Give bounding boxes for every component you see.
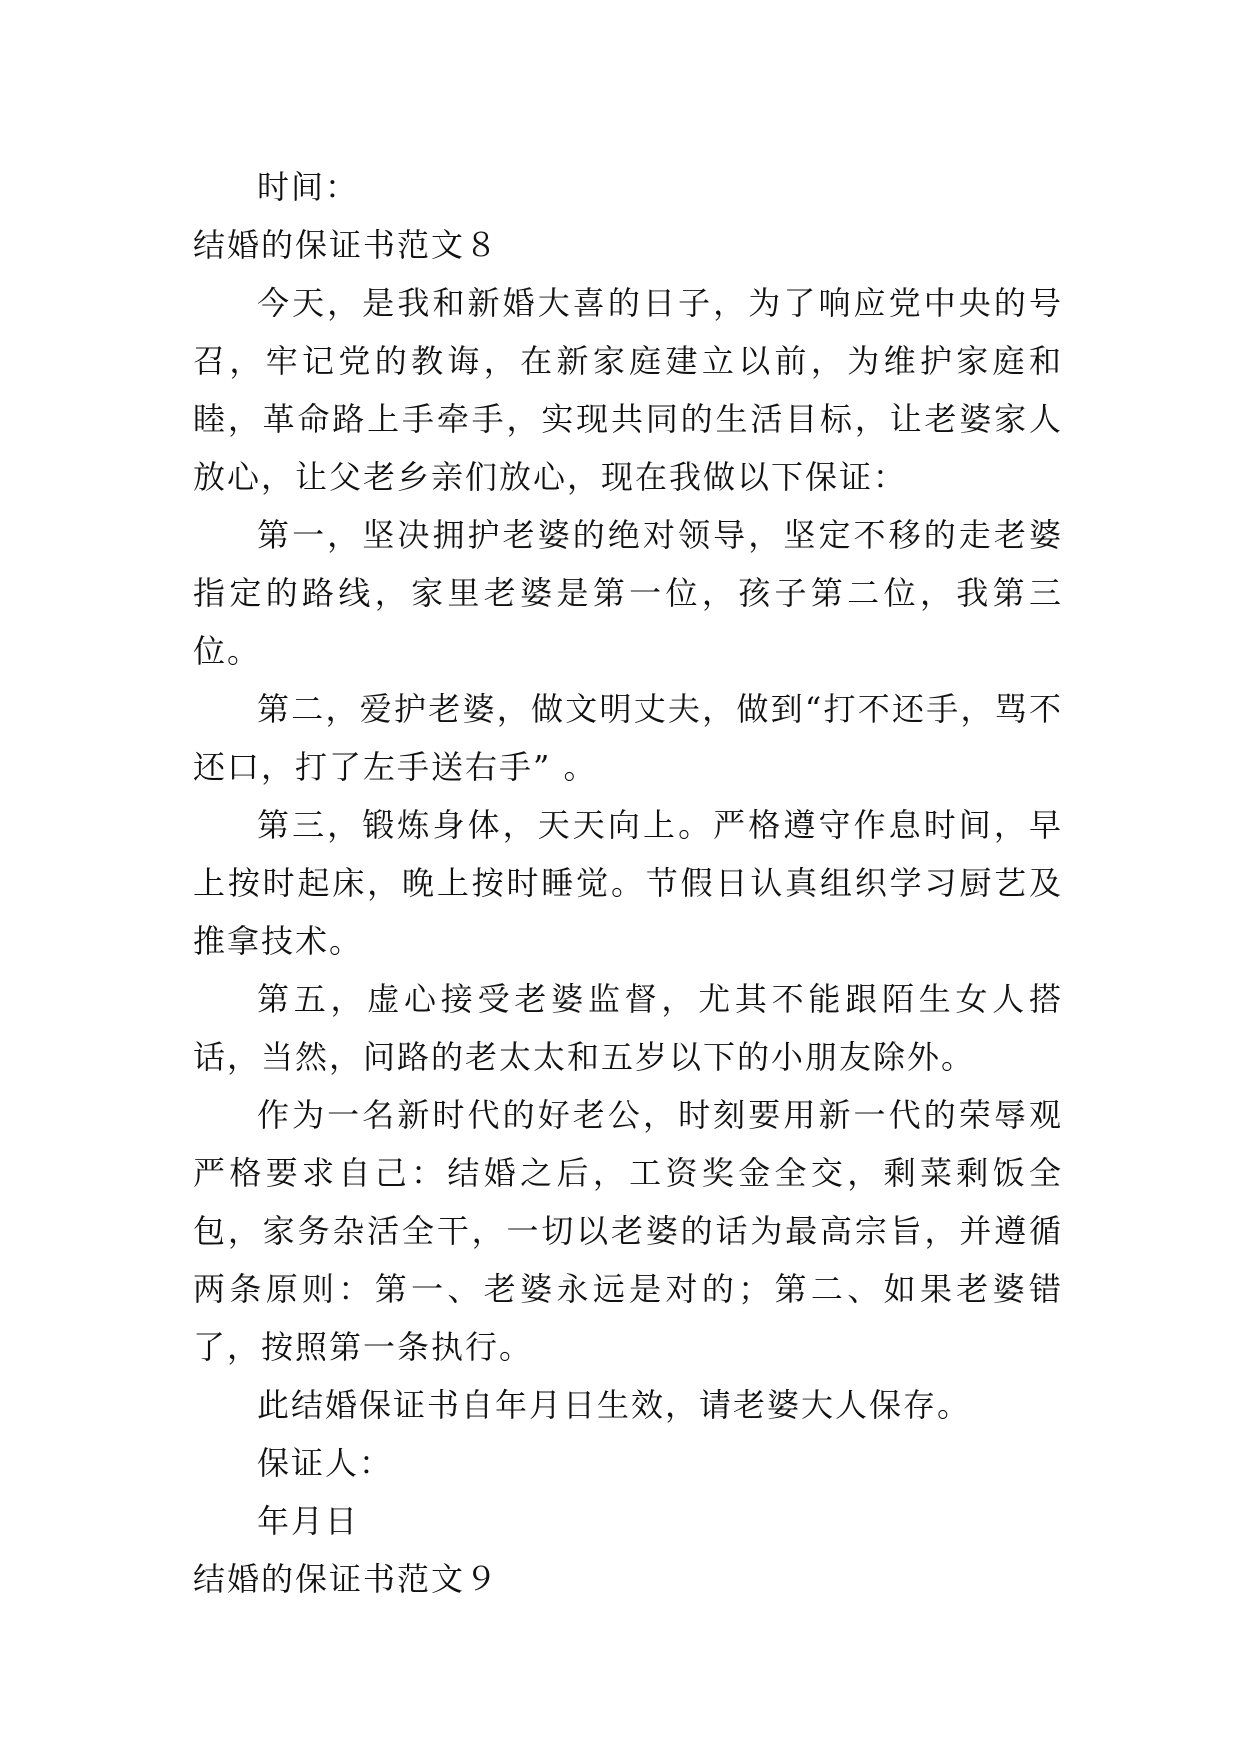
paragraph-effective-date: 此结婚保证书自年月日生效，请老婆大人保存。	[257, 1386, 972, 1424]
paragraph-fifth: 第五，虚心接受老婆监督，尤其不能跟陌生女人搭话，当然，问路的老太太和五岁以下的小朋友除外。	[193, 980, 1063, 1076]
paragraph-intro: 今天，是我和新婚大喜的日子，为了响应党中央的号召，牢记党的教诲，在新家庭建立以前，为维护家庭和睦，革命路上手牵手，实现共同的生活目标，让老婆家人放心，让父老乡亲们放心，现在我做以下保证：	[193, 284, 1063, 496]
date-label: 年月日	[257, 1502, 360, 1540]
paragraph-third: 第三，锻炼身体，天天向上。严格遵守作息时间，早上按时起床，晚上按时睡觉。节假日认真组织学习厨艺及推拿技术。	[193, 806, 1063, 960]
guarantor-label: 保证人：	[257, 1444, 394, 1482]
section-9-title: 结婚的保证书范文９	[193, 1560, 500, 1598]
time-label: 时间：	[257, 168, 360, 206]
document-body	[193, 158, 1063, 1608]
paragraph-husband-principles: 作为一名新时代的好老公，时刻要用新一代的荣辱观严格要求自己：结婚之后，工资奖金全交，剩菜剩饭全包，家务杂活全干，一切以老婆的话为最高宗旨，并遵循两条原则：第一、老婆永远是对的；第二、如果老婆错了，按照第一条执行。	[193, 1096, 1063, 1366]
section-8-title: 结婚的保证书范文８	[193, 226, 500, 264]
paragraph-first: 第一，坚决拥护老婆的绝对领导，坚定不移的走老婆指定的路线，家里老婆是第一位，孩子第二位，我第三位。	[193, 516, 1063, 670]
paragraph-second: 第二，爱护老婆，做文明丈夫，做到“打不还手，骂不还口，打了左手送右手” 。	[193, 690, 1063, 786]
